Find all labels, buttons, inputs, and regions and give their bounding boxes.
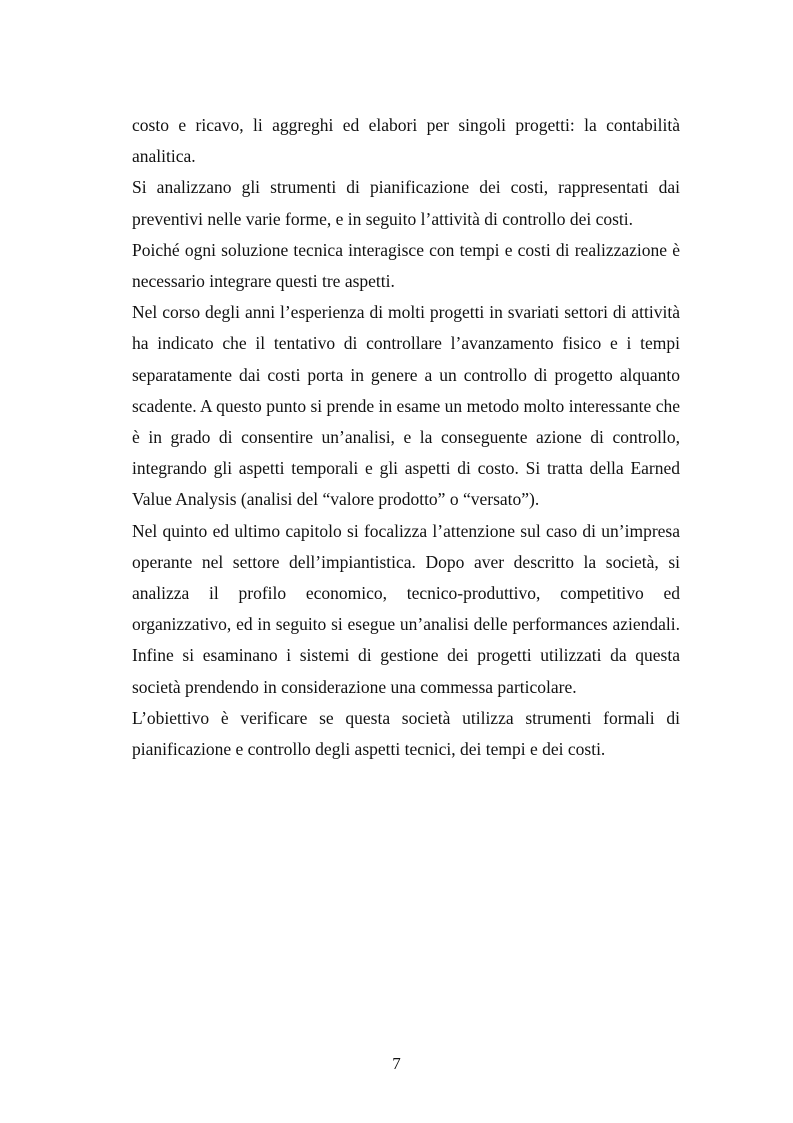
body-text [132,110,680,765]
paragraph-6: L’obiettivo è verificare se questa società utilizza strumenti formali di pianificazione e controllo degli aspetti tecnici, dei tempi e dei costi. [132,707,680,760]
page-number: 7 [392,1054,401,1073]
paragraph-4: Nel corso degli anni l’esperienza di molti progetti in svariati settori di attività ha indicato che il tentativo di controllare l’avanzamento fisico e i tempi separatamente dai costi porta in genere a un controllo di progetto alquanto scadente. A questo punto si prende in esame un metodo molto interessante che è in grado di consentire un’analisi, e la conseguente azione di controllo, integrando gli aspetti temporali e gli aspetti di costo. Si tratta della Earned Value Analysis (analisi del “valore prodotto” o “versato”). [132,302,680,510]
paragraph-2: Si analizzano gli strumenti di pianificazione dei costi, rappresentati dai preventivi nelle varie forme, e in seguito l’attività di controllo dei costi. [132,177,680,229]
paragraph-5: Nel quinto ed ultimo capitolo si focalizza l’attenzione sul caso di un’impresa operante nel settore dell’impiantistica. Dopo aver descritto la società, si analizza il profilo economico, tecnico-produttivo, competitivo ed organizzativo, ed in seguito si esegue un’analisi delle performances aziendali. Infine si esaminano i sistemi di gestione dei progetti utilizzati da questa società prendendo in considerazione una commessa particolare. [132,520,680,697]
paragraph-1: costo e ricavo, li aggreghi ed elabori per singoli progetti: la contabilità analitica. [132,115,680,167]
paragraph-3: Poiché ogni soluzione tecnica interagisce con tempi e costi di realizzazione è necessario integrare questi tre aspetti. [132,239,680,292]
